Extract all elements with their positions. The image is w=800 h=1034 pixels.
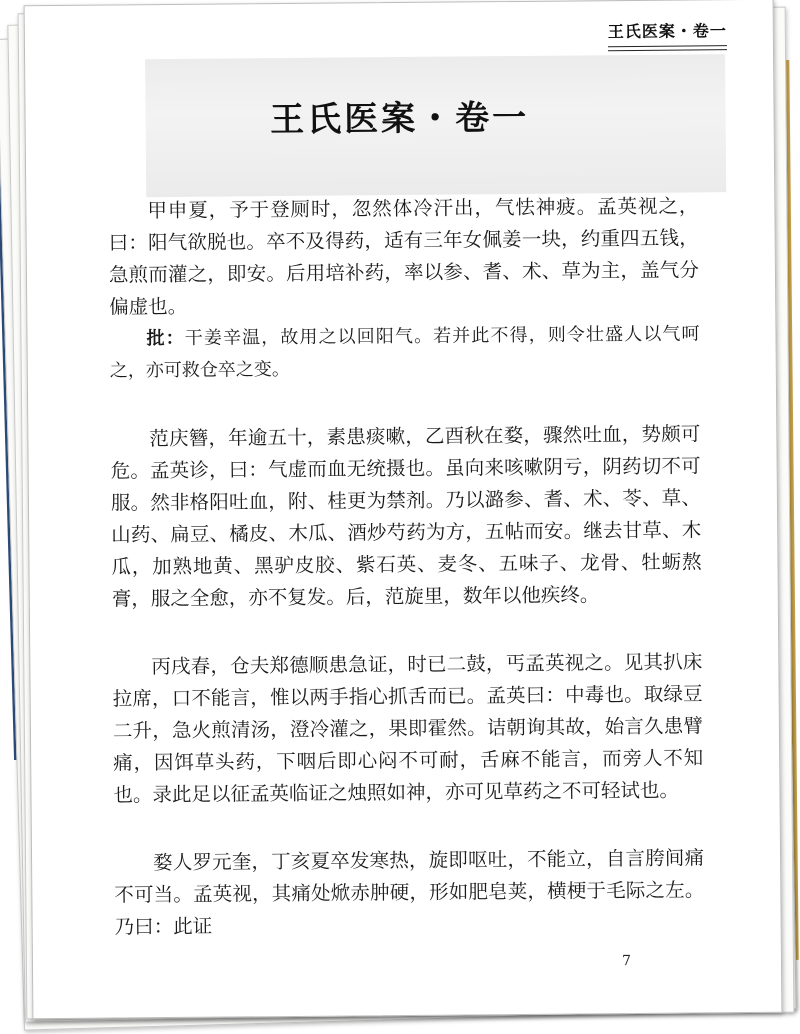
case-paragraph: 范庆簪，年逾五十，素患痰嗽，乙酉秋在婺，骤然吐血，势颇可危。孟英诊，曰：气虚而血无统摄也。虽向来咳嗽阴亏，阴药切不可服。然非格阳吐血，附、桂更为禁剂。乃以潞参、耆、术、苓、草、山药、扁豆、橘皮、木瓜、酒炒芍药为方，五帖而安。继去甘草、木瓜，加熟地黄、黑驴皮胶、紫石英、麦冬、五味子、龙骨、牡蛎熬膏，服之全愈，亦不复发。后，范旋里，数年以他疾终。 <box>110 422 702 611</box>
commentary <box>109 318 700 387</box>
document-page <box>24 0 783 1019</box>
running-head: 王氏医案・卷一 <box>608 18 727 47</box>
body-text <box>108 190 705 943</box>
commentary-label: 批： <box>145 327 185 350</box>
case-paragraph: 婺人罗元奎，丁亥夏卒发寒热，旋即呕吐，不能立，自言胯间痛不可当。孟英视，其痛处焮赤肿硬，形如肥皂荚，横梗于毛际之左。乃曰：此证 <box>114 846 705 939</box>
chapter-title: 王氏医案・卷一 <box>269 97 530 141</box>
commentary-text: 干姜辛温，故用之以回阳气。若并此不得，则令壮盛人以气呵之，亦可救仓卒之变。 <box>109 323 700 382</box>
page-number: 7 <box>621 953 632 970</box>
case-paragraph: 丙戌春，仓夫郑德顺患急证，时已二鼓，丐孟英视之。见其扒床拉席，口不能言，惟以两手指心抓舌而已。孟英曰：中毒也。取绿豆二升，急火煎清汤，澄冷灌之，果即霍然。诘朝询其故，始言久患臂痛，因饵草头药，下咽后即心闷不可耐，舌麻不能言，而旁人不知也。录此足以征孟英临证之烛照如神，亦可见草药之不可轻试也。 <box>112 650 704 807</box>
case-paragraph: 甲申夏，予于登厕时，忽然体冷汗出，气怯神疲。孟英视之，曰：阳气欲脱也。卒不及得药，适有三年女佩姜一块，约重四五钱，急煎而灌之，即安。后用培补药，率以参、耆、术、草为主，盖气分偏虚也。 <box>108 194 700 319</box>
